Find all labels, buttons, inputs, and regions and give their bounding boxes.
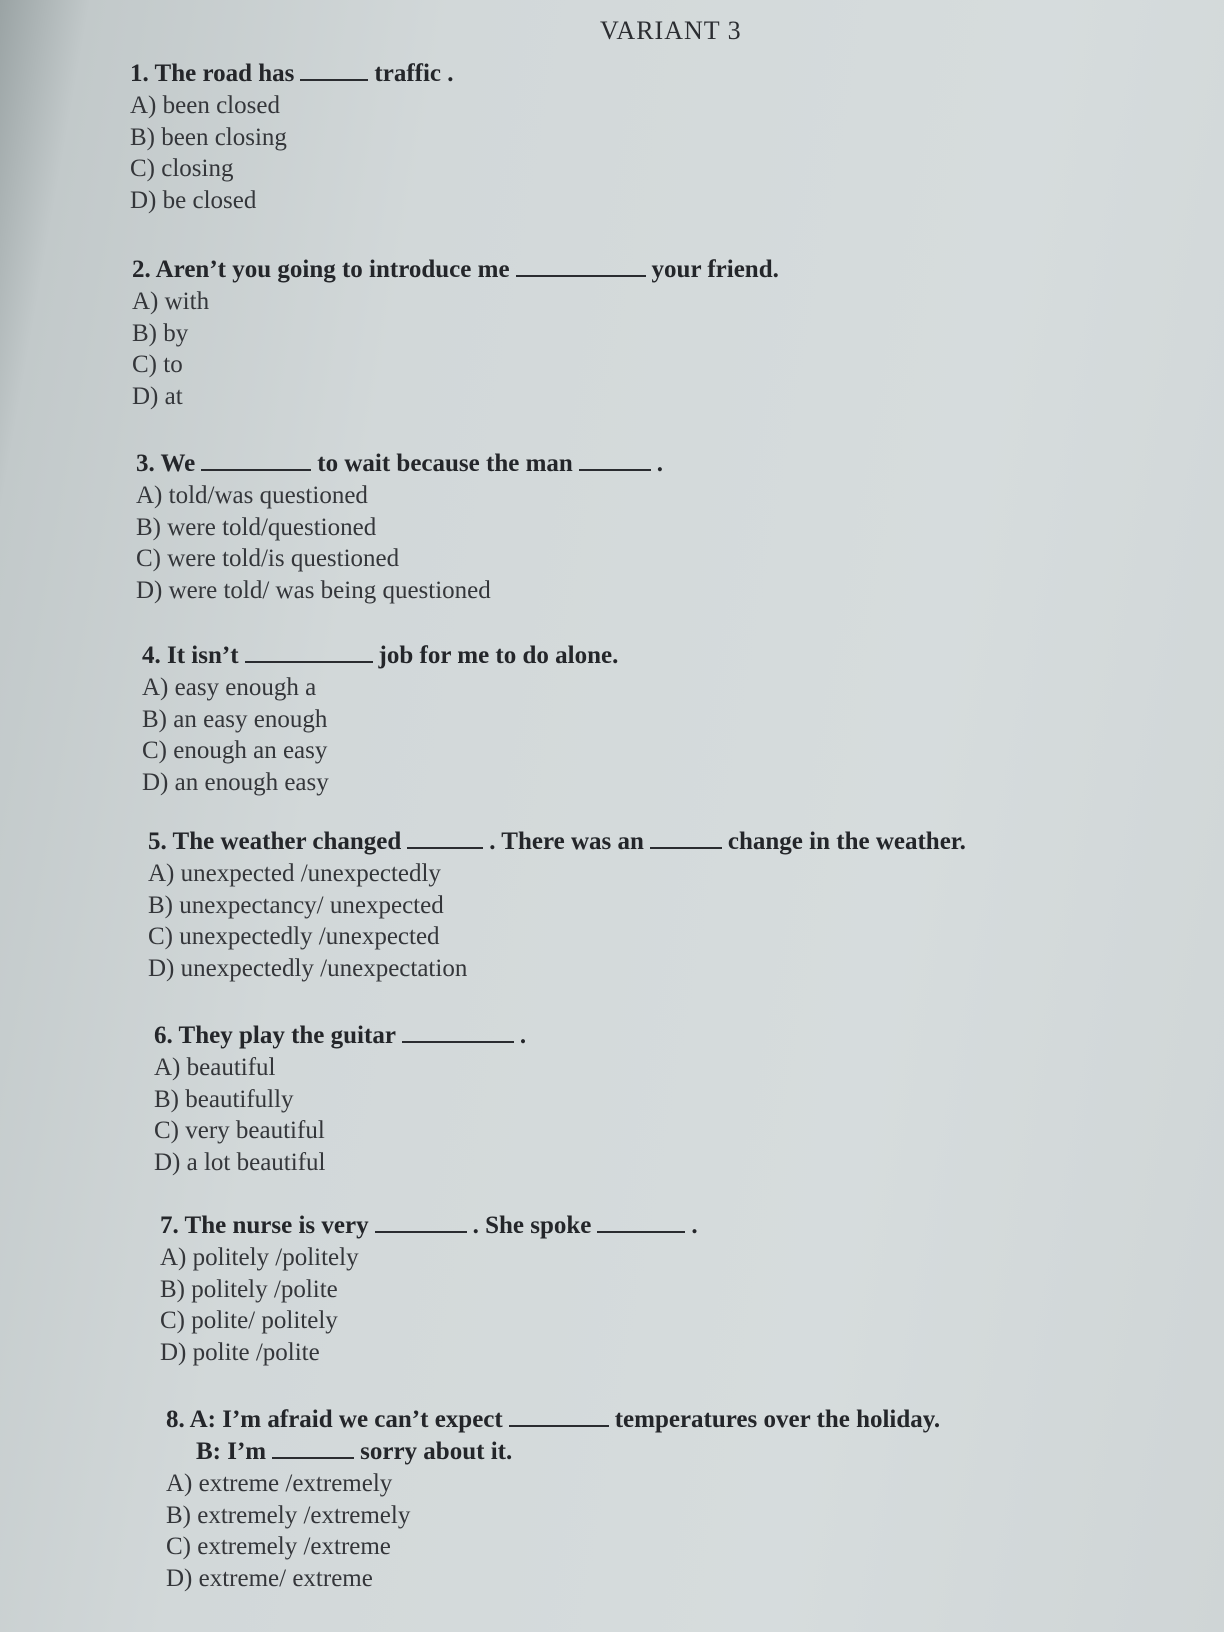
option-d[interactable]: D) a lot beautiful [154,1148,326,1176]
option-b[interactable]: B) politely /polite [160,1275,338,1303]
question-5 [148,826,966,984]
answer-blank[interactable] [516,255,646,277]
answer-blank[interactable] [650,827,722,849]
option-c[interactable]: C) polite/ politely [160,1307,338,1334]
option-a[interactable]: A) extreme /extremely [166,1470,393,1497]
question-3 [136,448,663,606]
question-stem: 6. They play the guitar . [154,1022,527,1049]
option-d[interactable]: D) at [132,382,183,410]
option-d[interactable]: D) unexpectedly /unexpectation [148,954,468,982]
option-c[interactable]: C) very beautiful [154,1117,325,1144]
answer-blank[interactable] [300,59,368,81]
answer-blank[interactable] [245,641,373,663]
option-b[interactable]: B) were told/questioned [136,513,377,541]
option-b[interactable]: B) beautifully [154,1085,294,1113]
option-a[interactable]: A) been closed [130,92,280,119]
option-c[interactable]: C) unexpectedly /unexpected [148,923,440,950]
answer-blank[interactable] [272,1437,354,1459]
question-stem-line-2: B: I’m sorry about it. [196,1438,513,1465]
option-d[interactable]: D) polite /polite [160,1338,320,1366]
option-a[interactable]: A) easy enough a [142,674,317,701]
option-a[interactable]: A) beautiful [154,1054,276,1081]
question-stem: 4. It isn’t job for me to do alone. [142,642,619,669]
option-a[interactable]: A) with [132,288,210,315]
question-stem: 7. The nurse is very . She spoke . [160,1212,698,1239]
question-stem: 3. We to wait because the man . [136,450,664,477]
question-stem: 2. Aren’t you going to introduce me your friend. [132,256,779,283]
answer-blank[interactable] [201,449,311,471]
question-7 [160,1210,698,1368]
answer-blank[interactable] [597,1211,685,1233]
answer-blank[interactable] [579,449,651,471]
option-c[interactable]: C) closing [130,155,234,182]
answer-blank[interactable] [407,827,483,849]
option-b[interactable]: B) an easy enough [142,705,328,733]
question-4 [142,640,618,798]
option-b[interactable]: B) unexpectancy/ unexpected [148,891,444,919]
question-stem: 8. A: I’m afraid we can’t expect temperatures over the holiday. [166,1406,941,1433]
option-a[interactable]: A) politely /politely [160,1244,359,1271]
variant-title: VARIANT 3 [600,16,742,45]
question-1 [130,58,454,216]
option-b[interactable]: B) extremely /extremely [166,1501,411,1529]
answer-blank[interactable] [375,1211,467,1233]
option-d[interactable]: D) were told/ was being questioned [136,576,491,604]
question-8 [166,1404,940,1594]
option-c[interactable]: C) to [132,351,183,378]
option-c[interactable]: C) were told/is questioned [136,545,400,572]
option-a[interactable]: A) told/was questioned [136,482,368,509]
question-stem: 5. The weather changed . There was an change in the weather. [148,828,966,855]
answer-blank[interactable] [402,1021,514,1043]
option-d[interactable]: D) an enough easy [142,768,329,796]
question-stem: 1. The road has traffic . [130,60,454,87]
answer-blank[interactable] [509,1405,609,1427]
question-2 [132,254,779,412]
option-c[interactable]: C) enough an easy [142,737,328,764]
option-d[interactable]: D) be closed [130,186,257,214]
option-d[interactable]: D) extreme/ extreme [166,1564,373,1592]
option-c[interactable]: C) extremely /extreme [166,1533,391,1560]
option-b[interactable]: B) by [132,319,189,347]
option-a[interactable]: A) unexpected /unexpectedly [148,860,441,887]
question-6 [154,1020,526,1178]
option-b[interactable]: B) been closing [130,123,287,151]
